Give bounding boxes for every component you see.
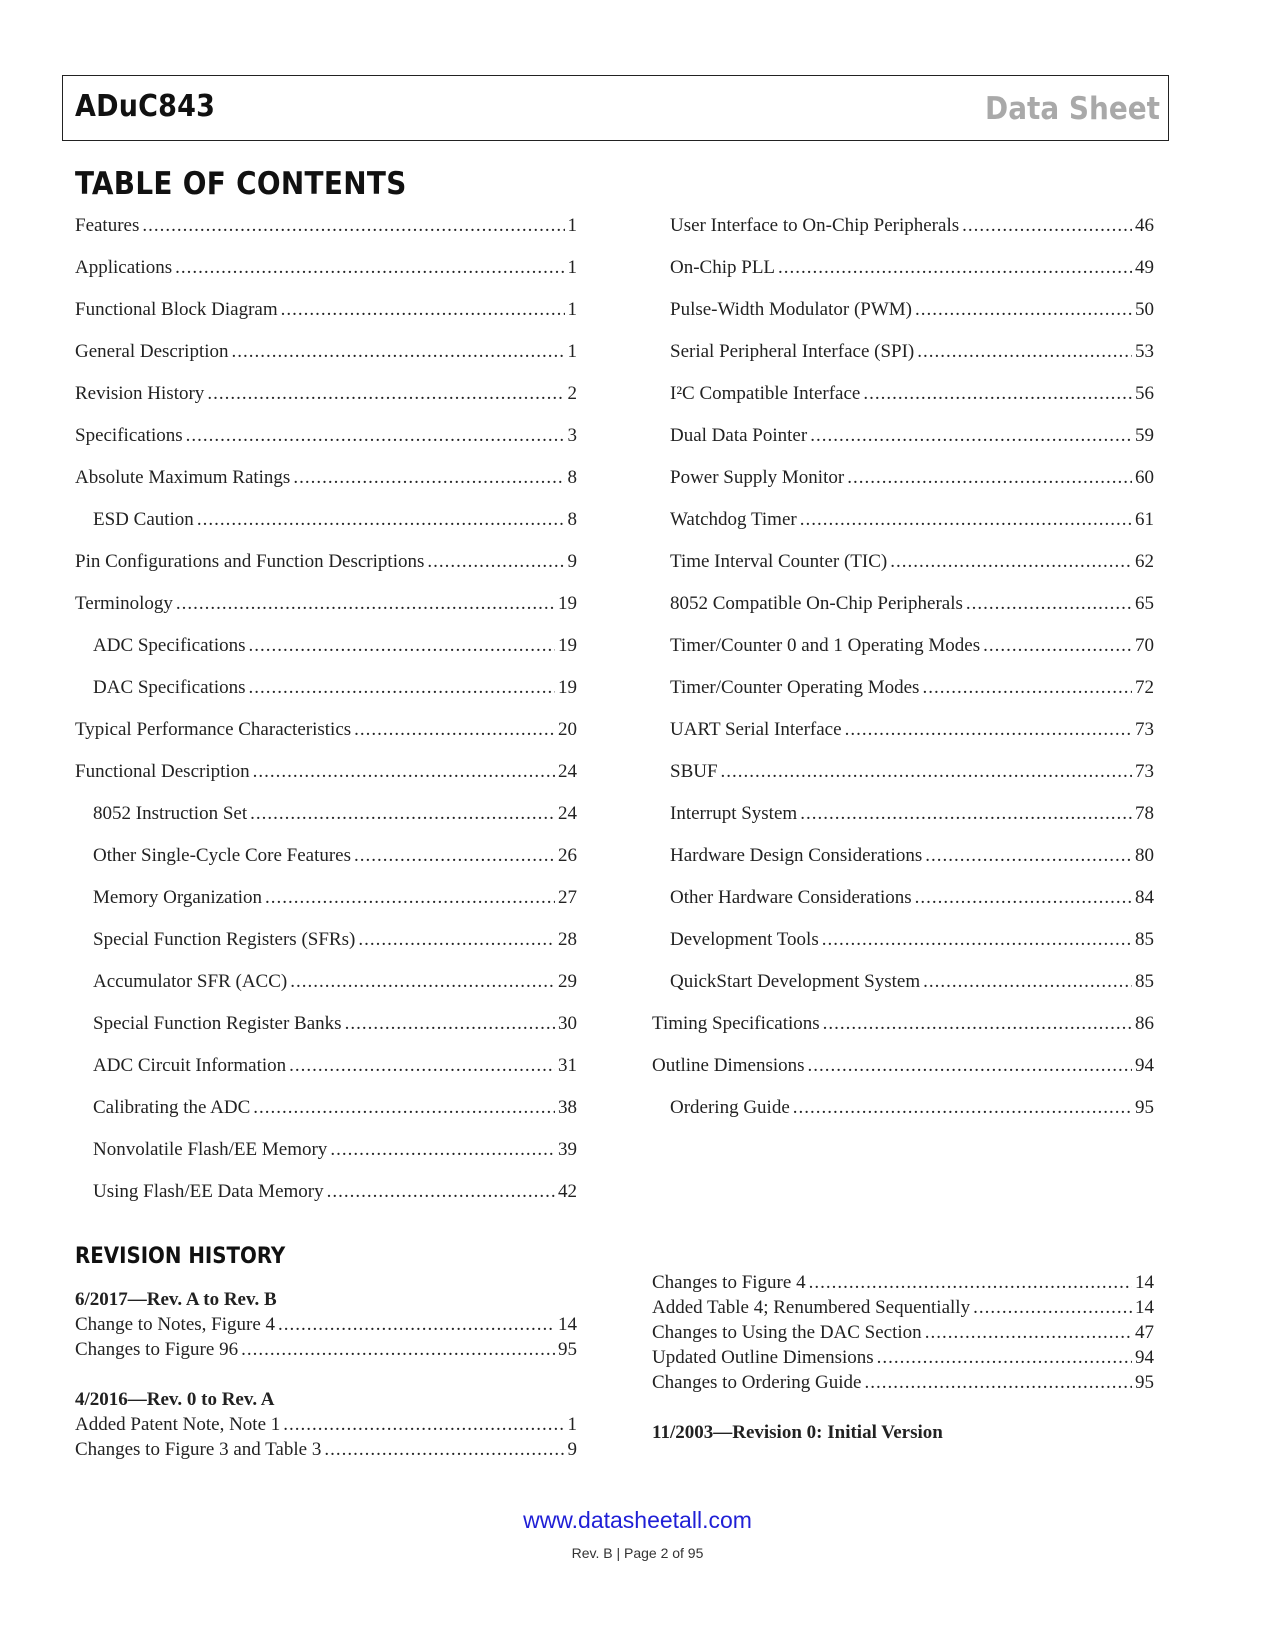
entry-title: 8052 Instruction Set [93, 803, 248, 824]
toc-entry[interactable] [652, 505, 1154, 547]
entry-page-number: 47 [1135, 1322, 1154, 1343]
toc-entry[interactable] [75, 379, 577, 421]
dot-leader [427, 547, 564, 577]
toc-entry[interactable] [652, 589, 1154, 631]
entry-page-number: 65 [1135, 593, 1154, 614]
entry-title: DAC Specifications [93, 677, 246, 698]
toc-entry[interactable] [75, 841, 577, 883]
toc-entry[interactable] [75, 1135, 577, 1177]
entry-title: ADC Specifications [93, 635, 246, 656]
entry-title: 8052 Compatible On-Chip Peripherals [670, 593, 963, 614]
revision-heading: 11/2003—Revision 0: Initial Version [652, 1422, 943, 1443]
revision-entry [652, 1270, 1154, 1295]
entry-page-number: 19 [558, 593, 577, 614]
revision-entry [652, 1320, 1154, 1345]
dot-leader [864, 1370, 1132, 1395]
dot-leader [345, 1009, 555, 1039]
dot-leader [809, 1270, 1132, 1295]
entry-title: Serial Peripheral Interface (SPI) [670, 341, 915, 362]
dot-leader [793, 1093, 1132, 1123]
toc-entry[interactable] [652, 883, 1154, 925]
toc-entry[interactable] [652, 757, 1154, 799]
dot-leader [358, 925, 555, 955]
entry-page-number: 46 [1135, 215, 1154, 236]
dot-leader [917, 337, 1132, 367]
dot-leader [890, 547, 1132, 577]
revision-entry [652, 1295, 1154, 1320]
entry-page-number: 53 [1135, 341, 1154, 362]
entry-title: Added Table 4; Renumbered Sequentially [652, 1297, 971, 1318]
entry-page-number: 26 [558, 845, 577, 866]
dot-leader [241, 1337, 555, 1362]
entry-page-number: 85 [1135, 929, 1154, 950]
dot-leader [324, 1437, 564, 1462]
entry-title: Absolute Maximum Ratings [75, 467, 291, 488]
entry-page-number: 39 [558, 1139, 577, 1160]
footer-page-info: Rev. B | Page 2 of 95 [571, 1545, 704, 1561]
dot-leader [176, 589, 555, 619]
entry-title: Terminology [75, 593, 173, 614]
entry-title: Accumulator SFR (ACC) [93, 971, 288, 992]
toc-entry[interactable] [652, 379, 1154, 421]
entry-page-number: 1 [567, 257, 577, 278]
revision-heading: 4/2016—Rev. 0 to Rev. A [75, 1389, 275, 1410]
toc-entry[interactable] [75, 253, 577, 295]
dot-leader [800, 505, 1132, 535]
entry-page-number: 28 [558, 929, 577, 950]
toc-entry[interactable] [652, 421, 1154, 463]
revision-heading: 6/2017—Rev. A to Rev. B [75, 1289, 277, 1310]
revision-entry [75, 1437, 577, 1462]
dot-leader [175, 253, 564, 283]
entry-page-number: 78 [1135, 803, 1154, 824]
entry-title: Interrupt System [670, 803, 798, 824]
entry-title: UART Serial Interface [670, 719, 842, 740]
entry-title: Using Flash/EE Data Memory [93, 1181, 324, 1202]
dot-leader [253, 757, 555, 787]
entry-title: Time Interval Counter (TIC) [670, 551, 888, 572]
revision-entry [652, 1370, 1154, 1395]
dot-leader [250, 799, 555, 829]
entry-title: Revision History [75, 383, 205, 404]
entry-page-number: 60 [1135, 467, 1154, 488]
dot-leader [253, 1093, 555, 1123]
entry-title: QuickStart Development System [670, 971, 921, 992]
revision-entry [75, 1412, 577, 1437]
entry-page-number: 80 [1135, 845, 1154, 866]
entry-title: Change to Notes, Figure 4 [75, 1314, 276, 1335]
entry-title: Specifications [75, 425, 183, 446]
document-type: Data Sheet [985, 91, 1160, 127]
dot-leader [962, 211, 1132, 241]
dot-leader [278, 1312, 555, 1337]
dot-leader [925, 1320, 1132, 1345]
entry-page-number: 8 [567, 467, 577, 488]
toc-entry[interactable] [75, 1093, 577, 1135]
entry-title: Updated Outline Dimensions [652, 1347, 874, 1368]
entry-page-number: 72 [1135, 677, 1154, 698]
toc-entry[interactable] [75, 211, 577, 253]
entry-title: Functional Description [75, 761, 250, 782]
entry-page-number: 9 [567, 1439, 577, 1460]
toc-entry[interactable] [652, 463, 1154, 505]
dot-leader [289, 1051, 555, 1081]
entry-page-number: 95 [1135, 1372, 1154, 1393]
entry-title: Changes to Figure 4 [652, 1272, 806, 1293]
entry-title: On-Chip PLL [670, 257, 776, 278]
entry-page-number: 8 [567, 509, 577, 530]
entry-page-number: 3 [567, 425, 577, 446]
dot-leader [249, 631, 555, 661]
toc-entry[interactable] [75, 547, 577, 589]
toc-entry[interactable] [75, 421, 577, 463]
entry-title: Special Function Registers (SFRs) [93, 929, 356, 950]
entry-page-number: 62 [1135, 551, 1154, 572]
toc-right-column [652, 211, 1154, 1135]
entry-title: Pulse-Width Modulator (PWM) [670, 299, 912, 320]
entry-title: Typical Performance Characteristics [75, 719, 352, 740]
toc-entry[interactable] [75, 757, 577, 799]
toc-entry[interactable] [75, 589, 577, 631]
dot-leader [822, 925, 1132, 955]
dot-leader [197, 505, 565, 535]
dot-leader [863, 379, 1132, 409]
dot-leader [290, 967, 555, 997]
toc-entry[interactable] [652, 673, 1154, 715]
entry-page-number: 73 [1135, 719, 1154, 740]
entry-page-number: 19 [558, 635, 577, 656]
toc-entry[interactable] [75, 967, 577, 1009]
entry-page-number: 61 [1135, 509, 1154, 530]
dot-leader [925, 841, 1132, 871]
toc-entry[interactable] [652, 631, 1154, 673]
toc-entry[interactable] [75, 799, 577, 841]
dot-leader [330, 1135, 555, 1165]
toc-entry[interactable] [652, 337, 1154, 379]
entry-title: Changes to Ordering Guide [652, 1372, 862, 1393]
dot-leader [973, 1295, 1132, 1320]
entry-page-number: 19 [558, 677, 577, 698]
entry-page-number: 85 [1135, 971, 1154, 992]
entry-title: Dual Data Pointer [670, 425, 808, 446]
toc-entry[interactable] [652, 925, 1154, 967]
entry-page-number: 20 [558, 719, 577, 740]
entry-title: Timing Specifications [652, 1013, 820, 1034]
entry-page-number: 42 [558, 1181, 577, 1202]
entry-title: General Description [75, 341, 229, 362]
entry-title: Changes to Using the DAC Section [652, 1322, 922, 1343]
entry-page-number: 1 [567, 215, 577, 236]
toc-entry[interactable] [75, 925, 577, 967]
dot-leader [922, 673, 1132, 703]
toc-entry[interactable] [75, 673, 577, 715]
entry-title: Power Supply Monitor [670, 467, 845, 488]
entry-page-number: 70 [1135, 635, 1154, 656]
part-number: ADuC843 [75, 89, 216, 124]
toc-entry[interactable] [75, 631, 577, 673]
entry-page-number: 38 [558, 1097, 577, 1118]
entry-title: Other Single-Cycle Core Features [93, 845, 352, 866]
entry-title: Timer/Counter 0 and 1 Operating Modes [670, 635, 981, 656]
entry-page-number: 9 [567, 551, 577, 572]
entry-page-number: 49 [1135, 257, 1154, 278]
revision-entry [75, 1337, 577, 1362]
toc-entry[interactable] [652, 1009, 1154, 1051]
toc-entry[interactable] [652, 1093, 1154, 1135]
toc-entry[interactable] [75, 337, 577, 379]
revision-history-right [652, 1270, 1154, 1445]
revision-history-title: REVISION HISTORY [75, 1244, 286, 1269]
toc-entry[interactable] [75, 463, 577, 505]
entry-page-number: 14 [1135, 1272, 1154, 1293]
entry-page-number: 30 [558, 1013, 577, 1034]
entry-title: Other Hardware Considerations [670, 887, 912, 908]
entry-title: ADC Circuit Information [93, 1055, 287, 1076]
revision-entry [652, 1345, 1154, 1370]
footer-url-link[interactable]: www.datasheetall.com [523, 1507, 752, 1533]
entry-title: Features [75, 215, 140, 236]
dot-leader [923, 967, 1132, 997]
entry-page-number: 1 [567, 299, 577, 320]
entry-page-number: 56 [1135, 383, 1154, 404]
dot-leader [327, 1177, 555, 1207]
dot-leader [800, 799, 1132, 829]
toc-entry[interactable] [652, 1051, 1154, 1093]
entry-page-number: 1 [567, 1414, 577, 1435]
revision-entry [75, 1312, 577, 1337]
entry-page-number: 84 [1135, 887, 1154, 908]
entry-title: Changes to Figure 96 [75, 1339, 239, 1360]
toc-entry[interactable] [652, 841, 1154, 883]
dot-leader [810, 421, 1132, 451]
entry-page-number: 24 [558, 803, 577, 824]
entry-title: Development Tools [670, 929, 819, 950]
dot-leader [281, 295, 565, 325]
entry-page-number: 94 [1135, 1347, 1154, 1368]
entry-title: Pin Configurations and Function Descriptions [75, 551, 425, 572]
dot-leader [283, 1412, 564, 1437]
entry-page-number: 14 [1135, 1297, 1154, 1318]
entry-page-number: 95 [558, 1339, 577, 1360]
dot-leader [983, 631, 1132, 661]
dot-leader [823, 1009, 1132, 1039]
entry-title: Outline Dimensions [652, 1055, 805, 1076]
toc-entry[interactable] [75, 1009, 577, 1051]
dot-leader [808, 1051, 1132, 1081]
entry-page-number: 86 [1135, 1013, 1154, 1034]
entry-title: Changes to Figure 3 and Table 3 [75, 1439, 322, 1460]
entry-title: Watchdog Timer [670, 509, 797, 530]
entry-title: SBUF [670, 761, 718, 782]
toc-entry[interactable] [652, 253, 1154, 295]
dot-leader [265, 883, 555, 913]
dot-leader [966, 589, 1132, 619]
dot-leader [354, 715, 555, 745]
entry-title: ESD Caution [93, 509, 194, 530]
entry-page-number: 14 [558, 1314, 577, 1335]
entry-title: User Interface to On-Chip Peripherals [670, 215, 960, 236]
dot-leader [721, 757, 1132, 787]
entry-page-number: 31 [558, 1055, 577, 1076]
entry-page-number: 73 [1135, 761, 1154, 782]
entry-page-number: 1 [567, 341, 577, 362]
toc-entry[interactable] [75, 1051, 577, 1093]
toc-entry[interactable] [75, 883, 577, 925]
dot-leader [249, 673, 555, 703]
dot-leader [186, 421, 565, 451]
dot-leader [915, 883, 1132, 913]
toc-entry[interactable] [75, 295, 577, 337]
dot-leader [915, 295, 1132, 325]
entry-page-number: 27 [558, 887, 577, 908]
entry-title: Added Patent Note, Note 1 [75, 1414, 281, 1435]
entry-title: Applications [75, 257, 173, 278]
dot-leader [142, 211, 564, 241]
dot-leader [845, 715, 1132, 745]
entry-title: Hardware Design Considerations [670, 845, 923, 866]
entry-page-number: 95 [1135, 1097, 1154, 1118]
toc-entry[interactable] [75, 1177, 577, 1219]
entry-page-number: 59 [1135, 425, 1154, 446]
dot-leader [232, 337, 565, 367]
dot-leader [877, 1345, 1132, 1370]
page-header [62, 75, 1169, 141]
toc-entry[interactable] [652, 967, 1154, 1009]
revision-history-left [75, 1287, 577, 1462]
entry-title: Special Function Register Banks [93, 1013, 342, 1034]
entry-page-number: 2 [567, 383, 577, 404]
toc-entry[interactable] [652, 547, 1154, 589]
entry-title: Nonvolatile Flash/EE Memory [93, 1139, 328, 1160]
dot-leader [847, 463, 1132, 493]
toc-entry[interactable] [75, 505, 577, 547]
entry-page-number: 29 [558, 971, 577, 992]
entry-title: I²C Compatible Interface [670, 383, 861, 404]
entry-page-number: 24 [558, 761, 577, 782]
entry-title: Calibrating the ADC [93, 1097, 251, 1118]
entry-title: Timer/Counter Operating Modes [670, 677, 920, 698]
dot-leader [354, 841, 555, 871]
entry-title: Ordering Guide [670, 1097, 790, 1118]
entry-title: Memory Organization [93, 887, 263, 908]
toc-entry[interactable] [652, 295, 1154, 337]
toc-entry[interactable] [652, 799, 1154, 841]
dot-leader [207, 379, 564, 409]
entry-title: Functional Block Diagram [75, 299, 278, 320]
toc-left-column [75, 211, 577, 1219]
entry-page-number: 50 [1135, 299, 1154, 320]
dot-leader [293, 463, 564, 493]
toc-entry[interactable] [75, 715, 577, 757]
toc-entry[interactable] [652, 211, 1154, 253]
dot-leader [778, 253, 1132, 283]
toc-entry[interactable] [652, 715, 1154, 757]
entry-page-number: 94 [1135, 1055, 1154, 1076]
toc-title: TABLE OF CONTENTS [75, 166, 407, 202]
